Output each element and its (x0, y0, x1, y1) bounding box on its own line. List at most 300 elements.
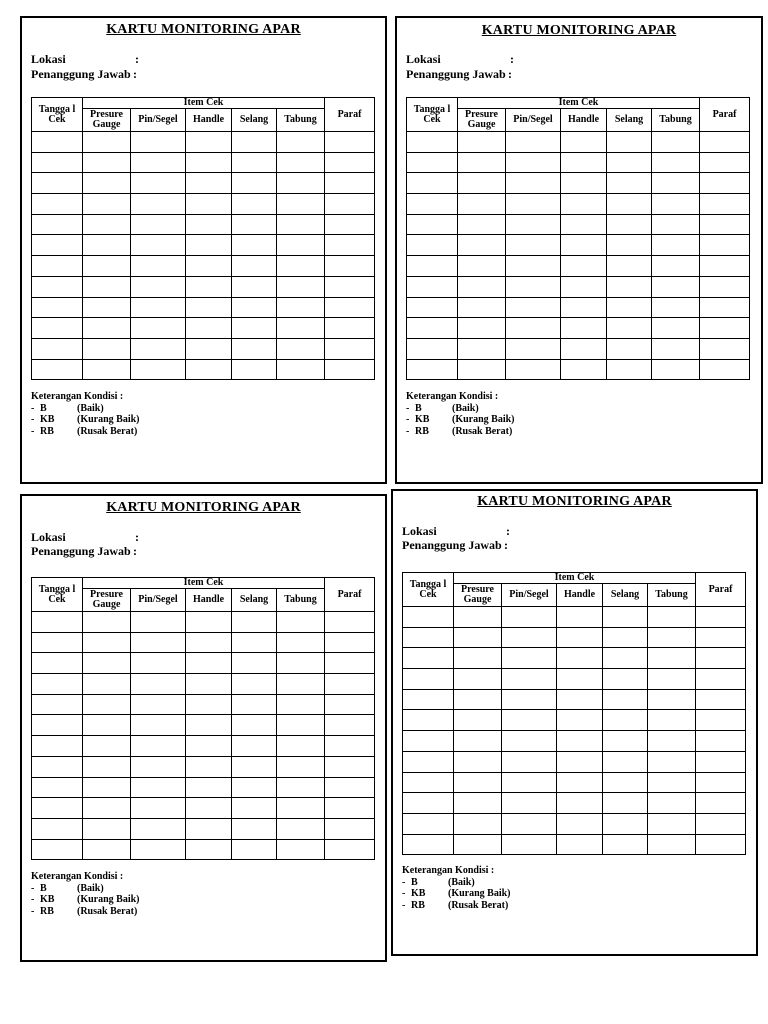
penanggung-jawab-field (406, 67, 512, 82)
table-cell (232, 235, 277, 256)
table-cell (403, 834, 454, 855)
table-cell (83, 194, 131, 215)
legend-code: B (415, 402, 422, 414)
table-cell (502, 751, 557, 772)
table-cell (648, 731, 696, 752)
table-cell (603, 710, 648, 731)
table-cell (696, 710, 746, 731)
table-cell (502, 669, 557, 690)
table-cell (83, 235, 131, 256)
table-cell (403, 772, 454, 793)
legend-item (406, 414, 515, 426)
table-cell (325, 798, 375, 819)
table-cell (83, 132, 131, 153)
table-cell (454, 669, 502, 690)
table-cell (32, 235, 83, 256)
table-cell (32, 214, 83, 235)
legend-desc: (Baik) (77, 402, 104, 414)
table-cell (506, 276, 561, 297)
table-cell (648, 689, 696, 710)
table-cell (186, 612, 232, 633)
table-cell (506, 256, 561, 277)
table-cell (232, 632, 277, 653)
table-cell (325, 194, 375, 215)
table-cell (325, 318, 375, 339)
table-row (32, 612, 375, 633)
table-row (407, 276, 750, 297)
table-cell (131, 359, 186, 380)
table-cell (83, 318, 131, 339)
legend-dash: - (406, 402, 410, 414)
legend-code: RB (40, 425, 54, 437)
table-cell (561, 297, 607, 318)
table-row (32, 818, 375, 839)
table-row (403, 648, 746, 669)
table-cell (186, 694, 232, 715)
table-row (32, 777, 375, 798)
legend-desc: (Baik) (77, 882, 104, 894)
table-row (32, 152, 375, 173)
table-cell (696, 813, 746, 834)
table-cell (277, 194, 325, 215)
table-cell (277, 276, 325, 297)
table-cell (232, 276, 277, 297)
table-cell (561, 256, 607, 277)
legend-dash: - (406, 414, 410, 425)
table-cell (648, 648, 696, 669)
table-cell (458, 297, 506, 318)
table-cell (232, 715, 277, 736)
table-cell (696, 607, 746, 628)
table-row (32, 736, 375, 757)
legend-item (406, 426, 515, 438)
table-cell (506, 214, 561, 235)
table-cell (506, 297, 561, 318)
table-cell (186, 715, 232, 736)
col-handle: Handle (186, 109, 232, 132)
table-cell (325, 276, 375, 297)
table-cell (83, 653, 131, 674)
table-cell (83, 214, 131, 235)
table-cell (652, 276, 700, 297)
table-cell (232, 318, 277, 339)
table-cell (277, 152, 325, 173)
table-cell (652, 318, 700, 339)
table-cell (506, 194, 561, 215)
table-cell (32, 338, 83, 359)
col-paraf: Paraf (325, 98, 375, 132)
col-tabung: Tabung (648, 584, 696, 607)
legend-desc: (Rusak Berat) (448, 899, 509, 911)
table-cell (561, 214, 607, 235)
table-cell (277, 214, 325, 235)
table-cell (458, 152, 506, 173)
table-cell (83, 736, 131, 757)
table-cell (325, 777, 375, 798)
table-cell (557, 648, 603, 669)
lokasi-label: Lokasi (402, 524, 437, 538)
table-cell (648, 813, 696, 834)
table-row (403, 751, 746, 772)
table-cell (83, 715, 131, 736)
table-cell (186, 194, 232, 215)
lokasi-colon: : (135, 530, 139, 544)
penanggung-jawab-colon: : (133, 67, 137, 81)
table-cell (325, 653, 375, 674)
legend-item (402, 888, 511, 900)
table-cell (32, 736, 83, 757)
table-cell (131, 132, 186, 153)
table-cell (648, 751, 696, 772)
table-cell (232, 839, 277, 860)
table-cell (277, 235, 325, 256)
table-cell (232, 818, 277, 839)
table-cell (83, 818, 131, 839)
col-tabung: Tabung (652, 109, 700, 132)
legend-dash: - (31, 402, 35, 414)
table-cell (232, 756, 277, 777)
table-row (403, 669, 746, 690)
table-cell (561, 152, 607, 173)
col-selang: Selang (607, 109, 652, 132)
table-cell (454, 834, 502, 855)
monitoring-card-4 (391, 489, 758, 956)
table-cell (277, 297, 325, 318)
table-cell (277, 798, 325, 819)
table-cell (696, 772, 746, 793)
lokasi-field (402, 524, 510, 539)
table-cell (561, 132, 607, 153)
table-row (407, 297, 750, 318)
legend (402, 865, 511, 911)
table-row (403, 793, 746, 814)
table-cell (277, 818, 325, 839)
table-cell (557, 689, 603, 710)
table-cell (186, 214, 232, 235)
table-cell (454, 648, 502, 669)
penanggung-jawab-field (31, 67, 137, 82)
table-cell (454, 731, 502, 752)
table-row (407, 132, 750, 153)
table-cell (131, 674, 186, 695)
table-cell (403, 813, 454, 834)
table-row (407, 318, 750, 339)
table-cell (458, 359, 506, 380)
legend-dash: - (31, 414, 35, 425)
legend-dash: - (402, 899, 406, 911)
legend-dash: - (406, 425, 410, 437)
col-selang: Selang (232, 589, 277, 612)
table-row (403, 710, 746, 731)
table-cell (277, 653, 325, 674)
legend-code: RB (415, 425, 429, 437)
table-cell (603, 627, 648, 648)
table-cell (603, 689, 648, 710)
legend-desc: (Kurang Baik) (452, 414, 515, 425)
table-cell (607, 318, 652, 339)
table-row (407, 194, 750, 215)
table-cell (83, 756, 131, 777)
monitoring-card-3 (20, 494, 387, 962)
lokasi-field (406, 52, 514, 67)
table-cell (83, 152, 131, 173)
legend-item (31, 883, 140, 895)
penanggung-jawab-colon: : (504, 538, 508, 552)
table-cell (186, 173, 232, 194)
table-cell (83, 694, 131, 715)
col-tanggal-cek: Tangga l Cek (407, 98, 458, 132)
col-paraf: Paraf (696, 573, 746, 607)
table-cell (131, 214, 186, 235)
table-cell (506, 235, 561, 256)
table-cell (557, 669, 603, 690)
table-cell (454, 607, 502, 628)
table-cell (186, 798, 232, 819)
table-cell (696, 731, 746, 752)
table-cell (232, 214, 277, 235)
table-cell (454, 627, 502, 648)
table-cell (325, 756, 375, 777)
table-cell (325, 338, 375, 359)
table-cell (458, 194, 506, 215)
legend-item (406, 403, 515, 415)
legend-desc: (Rusak Berat) (77, 905, 138, 917)
table-cell (83, 173, 131, 194)
table-cell (607, 359, 652, 380)
table-cell (131, 318, 186, 339)
lokasi-field (31, 530, 139, 545)
table-row (32, 653, 375, 674)
table-cell (186, 756, 232, 777)
table-cell (652, 256, 700, 277)
table-cell (557, 731, 603, 752)
table-cell (607, 194, 652, 215)
table-cell (83, 777, 131, 798)
table-cell (561, 235, 607, 256)
legend-dash: - (31, 425, 35, 437)
legend-item (402, 877, 511, 889)
table-cell (603, 772, 648, 793)
table-row (32, 214, 375, 235)
table-row (32, 194, 375, 215)
legend-desc: (Rusak Berat) (77, 425, 138, 437)
legend-dash: - (31, 894, 35, 905)
monitoring-table (406, 97, 750, 380)
table-cell (83, 798, 131, 819)
card-title: KARTU MONITORING APAR (106, 500, 301, 515)
table-cell (700, 214, 750, 235)
monitoring-card-2 (395, 16, 763, 484)
table-cell (131, 736, 186, 757)
table-cell (506, 318, 561, 339)
table-cell (603, 793, 648, 814)
table-cell (232, 694, 277, 715)
table-cell (458, 214, 506, 235)
table-cell (232, 297, 277, 318)
table-cell (403, 689, 454, 710)
table-cell (232, 173, 277, 194)
table-cell (277, 694, 325, 715)
legend-item (31, 403, 140, 415)
table-cell (277, 338, 325, 359)
table-cell (506, 359, 561, 380)
table-cell (454, 751, 502, 772)
legend (406, 391, 515, 437)
legend-desc: (Kurang Baik) (77, 894, 140, 905)
table-cell (232, 674, 277, 695)
table-cell (277, 756, 325, 777)
table-cell (186, 297, 232, 318)
legend-code: KB (415, 414, 430, 425)
table-cell (83, 674, 131, 695)
table-cell (502, 648, 557, 669)
table-cell (83, 359, 131, 380)
table-cell (696, 669, 746, 690)
table-cell (648, 607, 696, 628)
table-cell (186, 839, 232, 860)
table-cell (561, 276, 607, 297)
legend (31, 871, 140, 917)
table-cell (131, 194, 186, 215)
table-cell (232, 194, 277, 215)
lokasi-label: Lokasi (31, 52, 66, 66)
table-cell (232, 132, 277, 153)
table-cell (652, 359, 700, 380)
table-cell (502, 834, 557, 855)
table-cell (607, 173, 652, 194)
table-cell (648, 772, 696, 793)
table-cell (32, 318, 83, 339)
table-cell (607, 338, 652, 359)
legend-code: KB (40, 414, 55, 425)
table-cell (607, 152, 652, 173)
table-cell (186, 777, 232, 798)
table-cell (607, 297, 652, 318)
lokasi-colon: : (506, 524, 510, 538)
lokasi-label: Lokasi (406, 52, 441, 66)
table-row (32, 632, 375, 653)
table-cell (700, 132, 750, 153)
table-cell (186, 359, 232, 380)
legend-title: Keterangan Kondisi : (406, 391, 499, 402)
legend-code: B (411, 876, 418, 888)
table-cell (557, 627, 603, 648)
table-cell (607, 214, 652, 235)
table-cell (277, 173, 325, 194)
table-cell (186, 276, 232, 297)
legend-desc: (Baik) (452, 402, 479, 414)
col-handle: Handle (186, 589, 232, 612)
table-row (407, 173, 750, 194)
table-cell (83, 297, 131, 318)
table-cell (277, 632, 325, 653)
table-cell (277, 612, 325, 633)
table-cell (325, 818, 375, 839)
table-cell (277, 839, 325, 860)
table-row (407, 256, 750, 277)
card-title: KARTU MONITORING APAR (481, 23, 677, 38)
table-cell (561, 359, 607, 380)
table-cell (603, 813, 648, 834)
table-cell (652, 152, 700, 173)
legend-item (31, 414, 140, 426)
table-cell (696, 751, 746, 772)
penanggung-jawab-label: Penanggung Jawab (31, 544, 131, 558)
table-cell (131, 818, 186, 839)
table-cell (652, 235, 700, 256)
table-cell (403, 793, 454, 814)
table-cell (232, 653, 277, 674)
table-cell (407, 214, 458, 235)
table-cell (131, 612, 186, 633)
table-cell (603, 834, 648, 855)
table-cell (277, 674, 325, 695)
table-cell (186, 318, 232, 339)
table-cell (131, 297, 186, 318)
table-cell (325, 256, 375, 277)
table-row (407, 214, 750, 235)
table-row (32, 674, 375, 695)
table-cell (502, 607, 557, 628)
table-cell (407, 318, 458, 339)
table-cell (131, 276, 186, 297)
col-presure-gauge: Presure Gauge (454, 584, 502, 607)
table-cell (458, 132, 506, 153)
col-paraf: Paraf (325, 578, 375, 612)
table-cell (325, 632, 375, 653)
table-cell (700, 276, 750, 297)
table-cell (277, 132, 325, 153)
monitoring-table (31, 577, 375, 860)
table-cell (131, 798, 186, 819)
table-row (32, 756, 375, 777)
table-cell (32, 297, 83, 318)
col-presure-gauge: Presure Gauge (83, 589, 131, 612)
table-cell (648, 710, 696, 731)
table-cell (32, 715, 83, 736)
table-cell (325, 359, 375, 380)
table-cell (561, 318, 607, 339)
col-presure-gauge: Presure Gauge (458, 109, 506, 132)
table-row (32, 132, 375, 153)
table-cell (325, 839, 375, 860)
table-cell (32, 152, 83, 173)
table-cell (32, 632, 83, 653)
col-pin-segel: Pin/Segel (131, 109, 186, 132)
table-cell (131, 338, 186, 359)
table-cell (186, 132, 232, 153)
table-cell (603, 648, 648, 669)
table-cell (454, 710, 502, 731)
legend (31, 391, 140, 437)
table-row (32, 318, 375, 339)
legend-desc: (Kurang Baik) (448, 888, 511, 899)
table-cell (277, 736, 325, 757)
table-cell (607, 132, 652, 153)
table-cell (32, 694, 83, 715)
table-cell (277, 256, 325, 277)
table-cell (232, 612, 277, 633)
monitoring-table (402, 572, 746, 855)
table-cell (696, 793, 746, 814)
monitoring-card-1 (20, 16, 387, 484)
table-cell (557, 607, 603, 628)
table-row (407, 338, 750, 359)
table-cell (407, 194, 458, 215)
table-cell (506, 338, 561, 359)
penanggung-jawab-field (31, 544, 137, 559)
table-cell (186, 653, 232, 674)
